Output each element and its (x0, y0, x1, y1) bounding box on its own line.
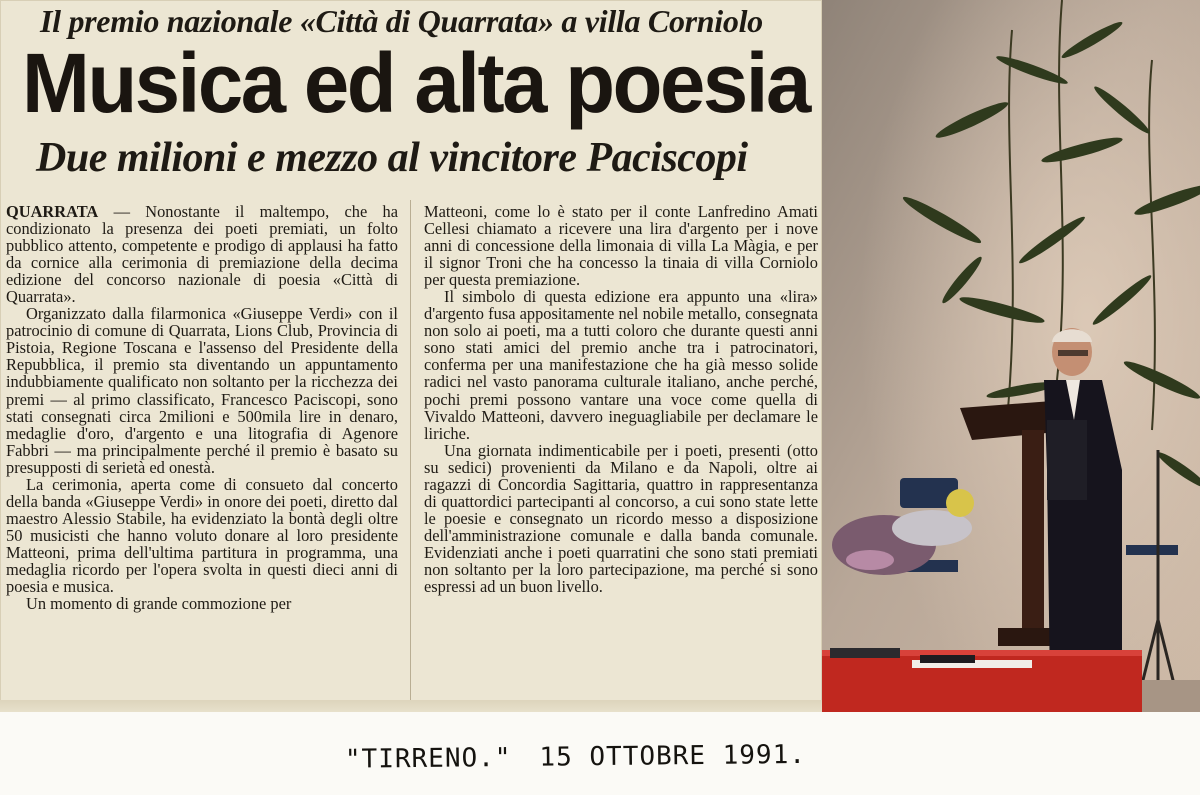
article-right-column (424, 203, 818, 703)
article-left-column (6, 203, 398, 703)
column-divider (410, 200, 411, 700)
article-paragraph: Una giornata indimenticabile per i poeti, presenti (otto su sedici) provenienti da Milano e da Napoli, oltre ai ragazzi di Concordia Sagittaria, quattro in rappresentanza di quattordici partecipanti al concorso, a cui sono state lette le poesie e consegnato un ricordo messo a disposizione dell'amministrazione comunale e dalla banda comunale. Evidenziati anche i poeti quarratini che sono stati premiati non soltanto per la loro partecipazione, ma perché si sono espressi ad un buon livello. (424, 440, 818, 597)
caption-date: 15 OTTOBRE 1991. (539, 739, 807, 773)
caption-source: "TIRRENO." (344, 742, 512, 775)
article-paragraph: Organizzato dalla filarmonica «Giuseppe Verdi» con il patrocinio di comune di Quarrata, Lions Club, Provincia di Pistoia, Regione Toscana e l'assenso del Presidente della Repubblica, il premio sta diventando un appuntamento indubbiamente qualificato non soltanto per la ricchezza dei premi — al primo classificato, Francesco Paciscopi, sono stati consegnati circa 2milioni e 500mila lire in denaro, medaglie d'oro, d'argento e una litografia di Agenore Fabbri — ma principalmente perché il premio è basato su presupposti di serietà ed onestà. (6, 304, 398, 477)
article-paragraph (6, 203, 398, 305)
clipping-bottom-edge (0, 700, 822, 712)
article-dateline: QUARRATA (6, 203, 99, 221)
article-paragraph: Matteoni, come lo è stato per il conte Lanfredino Amati Cellesi chiamato a ricevere una lira d'argento per i nove anni di concessione della limonaia di villa La Màgia, e per il signor Troni che ha concesso la tinaia di villa Corniolo per questa premiazione. (424, 203, 818, 290)
article-headline: Musica ed alta poesia (22, 36, 809, 130)
article-kicker: Il premio nazionale «Città di Quarrata» a villa Corniolo (40, 3, 763, 39)
article-paragraph: Un momento di grande commozione per (26, 594, 292, 614)
red-table (822, 650, 1142, 712)
ceremony-photo (822, 0, 1200, 712)
article-paragraph-text: — Nonostante il maltempo, che ha condizionato la presenza dei poeti premiati, un folto pubblico attento, competente e prodigo di applausi ha fatto da cornice alla cerimonia di premiazione della decima edizione del concorso nazionale di poesia «Città di Quarrata». (6, 203, 398, 307)
article-paragraph: La cerimonia, aperta come di consueto dal concerto della banda «Giuseppe Verdi» in onore dei poeti, diretto dal maestro Alessio Stabile, ha evidenziato la bontà degli oltre 50 musicisti che hanno voluto donare al loro presidente Matteoni, prima dell'ultima partitura in programma, una medaglia ricordo per l'opera svolta in questi dieci anni di poesia e musica. (6, 474, 398, 597)
handwritten-caption (345, 739, 865, 788)
article-paragraph: Il simbolo di questa edizione era appunto una «lira» d'argento fusa appositamente nel nobile metallo, consegnata non solo ai poeti, ma a tutti coloro che durante questi anni sono stati amici del premio anche tra i patrocinatori, conferma per una manifestazione che ha già messo solide radici nel vasto panorama culturale italiano, anche perché, pochi premi possono vantare una voce come quella di Vivaldo Matteoni, davvero ineguagliabile per declamare le liriche. (424, 287, 818, 443)
article-subheadline: Due milioni e mezzo al vincitore Paciscopi (36, 135, 748, 181)
